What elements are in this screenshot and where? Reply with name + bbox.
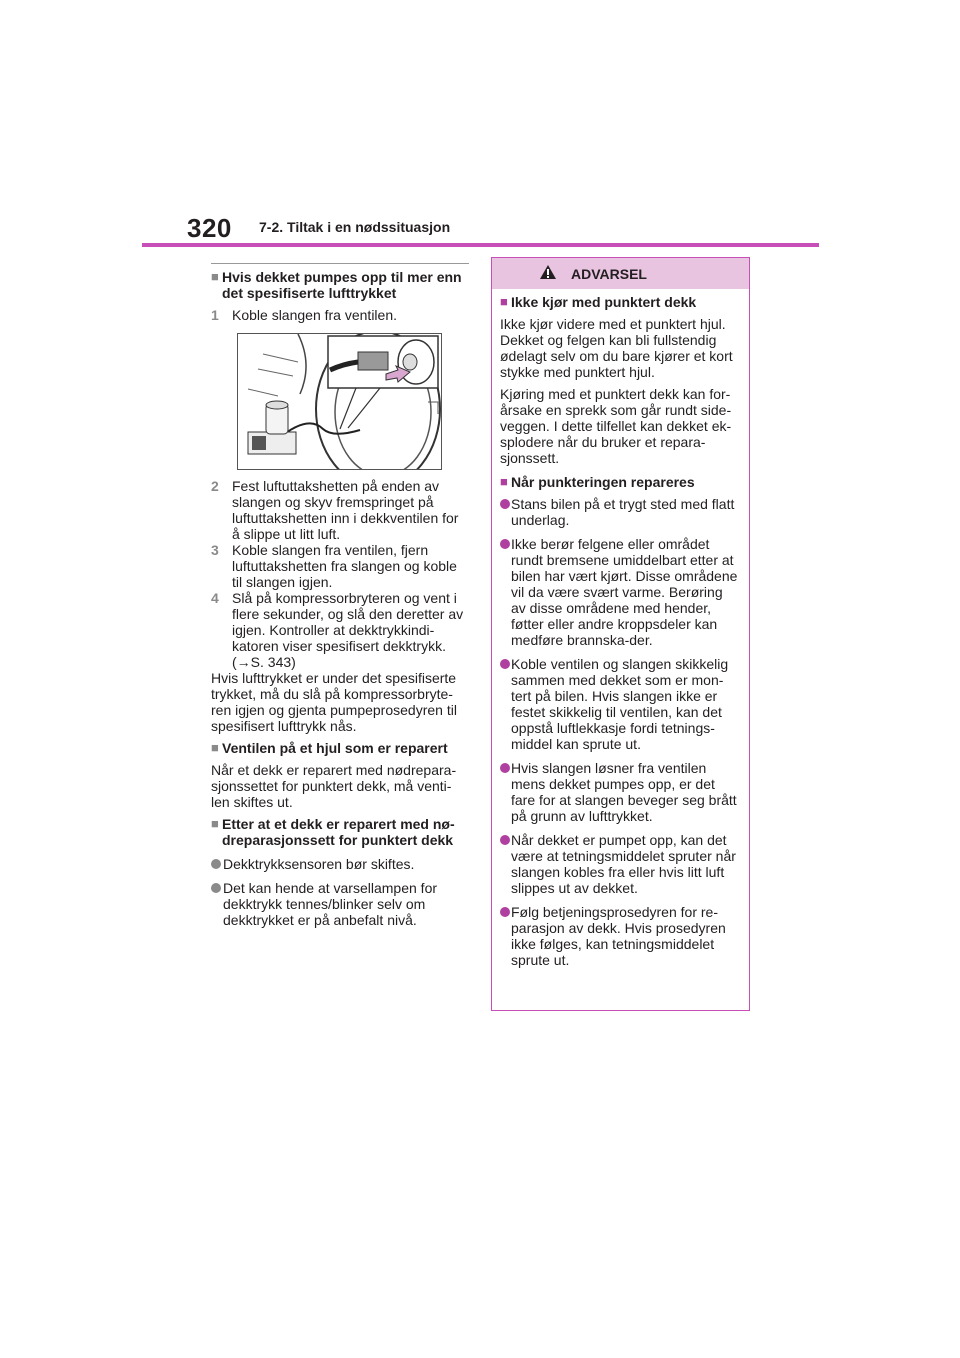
step-text: Koble slangen fra ventilen, fjern luftuttakshetten fra slangen og koble til slangen igjen. — [232, 542, 457, 590]
square-marker-icon: ■ — [211, 269, 219, 284]
compressor-illustration — [237, 333, 442, 470]
step-2 — [211, 478, 469, 542]
round-bullet-icon — [500, 536, 511, 648]
warning-header — [492, 258, 749, 289]
round-bullet-icon — [500, 496, 511, 528]
list-item — [500, 536, 741, 648]
step-1 — [211, 307, 469, 323]
list-item — [500, 496, 741, 528]
list-item-text: Hvis slangen løsner fra ventilen mens dekket pumpes opp, er det fare for at slangen beveger seg brått på grunn av lufttrykket. — [511, 760, 737, 824]
heading-no-driving — [500, 294, 741, 310]
round-bullet-icon — [500, 904, 511, 968]
list-item — [500, 904, 741, 968]
step-number: 4 — [211, 590, 219, 606]
heading-text: Etter at et dekk er reparert med nø-dreparasjonssett for punktert dekk — [222, 816, 455, 848]
warning-title: ADVARSEL — [571, 265, 647, 282]
step-number: 3 — [211, 542, 219, 558]
header-rule — [142, 243, 819, 247]
list-item — [500, 656, 741, 752]
list-item-text: Dekktrykksensoren bør skiftes. — [223, 856, 415, 872]
heading-text: Hvis dekket pumpes opp til mer enn det spesifiserte lufttrykket — [222, 269, 462, 301]
heading-valve — [211, 740, 469, 756]
paragraph-sidewall: Kjøring med et punktert dekk kan for-årsake en sprekk som går rundt side-veggen. I dette tilfellet kan dekket ek-splodere når du bruker et repara-sjonssett. — [500, 386, 732, 466]
list-item-text: Det kan hende at varsellampen for dekktrykk tennes/blinker selv om dekktrykket er på anbefalt nivå. — [223, 880, 438, 928]
round-bullet-icon — [500, 656, 511, 752]
step-text: Fest luftuttakshetten på enden av slangen og skyv fremspringet på luftuttakshetten inn i dekkventilen for å slippe ut litt luft. — [232, 478, 459, 542]
step-text: Koble slangen fra ventilen. — [232, 307, 397, 323]
list-item — [500, 760, 741, 824]
heading-text: Når punkteringen repareres — [511, 474, 695, 490]
list-item-text: Ikke berør felgene eller området rundt bremsene umiddelbart etter at bilen har vært kjørt. Disse områdene vil da være svært varme. Berøring av disse områdene med hender, føtter eller andre kroppsdeler kan medføre brannska-der. — [511, 536, 738, 648]
warning-body — [492, 289, 749, 968]
left-column — [211, 263, 469, 928]
list-item — [211, 856, 469, 872]
square-marker-icon: ■ — [211, 740, 219, 755]
heading-overinflated — [211, 269, 469, 301]
list-item — [211, 880, 469, 928]
square-marker-icon: ■ — [500, 474, 508, 489]
paragraph-valve: Når et dekk er reparert med nødrepara-sjonssettet for punktert dekk, må venti-len skiftes ut. — [211, 762, 457, 810]
round-bullet-icon — [211, 856, 223, 872]
section-divider — [211, 263, 469, 264]
list-item-text: Når dekket er pumpet opp, kan det være at tetningsmiddelet spruter når slangen kobles fra eller hvis litt luft slippes ut av dekket. — [511, 832, 736, 896]
list-item-text: Følg betjeningsprosedyren for re-parasjon av dekk. Hvis prosedyren ikke følges, kan tetningsmiddelet sprute ut. — [511, 904, 726, 968]
round-bullet-icon — [500, 760, 511, 824]
step-4 — [211, 590, 469, 670]
heading-repair — [500, 474, 741, 490]
section-title: 7-2. Tiltak i en nødssituasjon — [259, 219, 451, 235]
step-3 — [211, 542, 469, 590]
step-text: Slå på kompressorbryteren og vent i flere sekunder, og slå den deretter av igjen. Kontroller at dekktrykkindi-katoren viser spesifisert dekktrykk. (→S. 343) — [232, 590, 464, 670]
page-number: 320 — [187, 213, 232, 243]
heading-text: Ikke kjør med punktert dekk — [511, 294, 697, 310]
step-number: 2 — [211, 478, 219, 494]
list-item-text: Koble ventilen og slangen skikkelig sammen med dekket som er mon-tert på bilen. Hvis slangen ikke er festet skikkelig til ventilen, kan det oppstå luftlekkasje fordi tetnings-middel kan sprute ut. — [511, 656, 729, 752]
paragraph-flat-tire: Ikke kjør videre med et punktert hjul. Dekket og felgen kan bli fullstendig ødelagt selv om du bare kjører et kort stykke med punktert hjul. — [500, 316, 733, 380]
paragraph-underpressure: Hvis lufttrykket er under det spesifiserte trykket, må du slå på kompressorbryte-ren igjen og gjenta pumpeprosedyren til spesifisert lufttrykk nås. — [211, 670, 457, 734]
square-marker-icon: ■ — [500, 294, 508, 309]
warning-box — [491, 257, 750, 1011]
tire-compressor-hose-icon — [238, 334, 441, 469]
step-number: 1 — [211, 307, 219, 323]
round-bullet-icon — [211, 880, 223, 928]
warning-triangle-icon — [539, 264, 557, 283]
heading-text: Ventilen på et hjul som er reparert — [222, 740, 448, 756]
list-item-text: Stans bilen på et trygt sted med flatt underlag. — [511, 496, 735, 528]
square-marker-icon: ■ — [211, 816, 219, 831]
round-bullet-icon — [500, 832, 511, 896]
list-item — [500, 832, 741, 896]
heading-after-repair — [211, 816, 469, 848]
